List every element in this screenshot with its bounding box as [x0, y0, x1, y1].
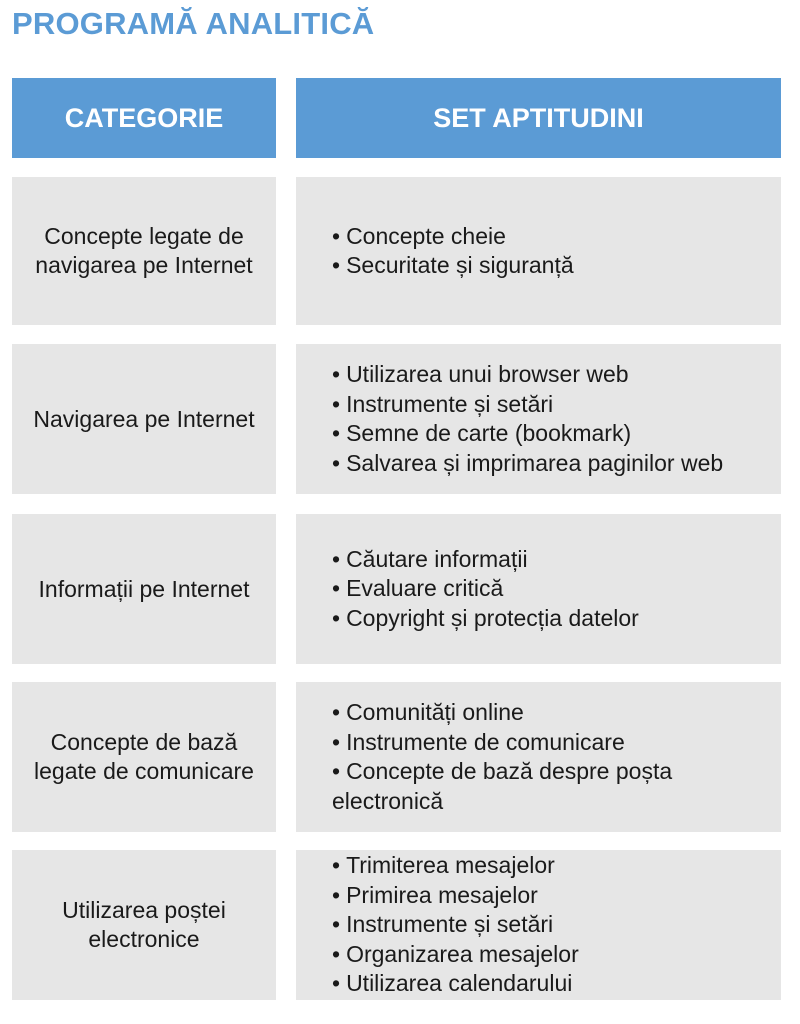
- category-label: Concepte de bază legate de comunicare: [34, 729, 254, 784]
- table-row-category: [12, 177, 276, 325]
- skill-item: • Instrumente și setări: [332, 390, 767, 420]
- table-row-skills: [296, 850, 781, 1000]
- table-row-category: [12, 850, 276, 1000]
- table-row-skills: [296, 682, 781, 832]
- skill-item: • Securitate și siguranță: [332, 251, 767, 281]
- skill-item: • Primirea mesajelor: [332, 881, 767, 911]
- table-row-category: [12, 514, 276, 664]
- skill-item: • Căutare informații: [332, 545, 767, 575]
- skill-item: • Utilizarea unui browser web: [332, 360, 767, 390]
- skills-list: [332, 360, 767, 478]
- page-title: PROGRAMĂ ANALITICĂ: [12, 6, 375, 41]
- skill-item: • Concepte cheie: [332, 222, 767, 252]
- table-row-category: [12, 344, 276, 494]
- skill-item: • Semne de carte (bookmark): [332, 419, 767, 449]
- category-label: Navigarea pe Internet: [33, 405, 255, 432]
- skill-item: • Comunități online: [332, 698, 767, 728]
- skills-list: [332, 851, 767, 999]
- skill-item: • Evaluare critică: [332, 574, 767, 604]
- skills-list: [332, 222, 767, 281]
- table-row-category: [12, 682, 276, 832]
- skill-item: • Salvarea și imprimarea paginilor web: [332, 449, 767, 479]
- table-row-skills: [296, 177, 781, 325]
- skill-item: • Concepte de bază despre poșta electronică: [332, 757, 767, 816]
- category-label: Concepte legate de navigarea pe Internet: [35, 223, 253, 278]
- header-skills: [296, 78, 781, 158]
- table-row-skills: [296, 514, 781, 664]
- skill-item: • Trimiterea mesajelor: [332, 851, 767, 881]
- table-row-skills: [296, 344, 781, 494]
- skill-item: • Instrumente de comunicare: [332, 728, 767, 758]
- skill-item: • Utilizarea calendarului: [332, 969, 767, 999]
- skill-item: • Copyright și protecția datelor: [332, 604, 767, 634]
- skill-item: • Organizarea mesajelor: [332, 940, 767, 970]
- header-skills-label: SET APTITUDINI: [433, 102, 644, 133]
- header-category: [12, 78, 276, 158]
- header-category-label: CATEGORIE: [64, 102, 224, 133]
- category-label: Utilizarea poștei electronice: [62, 897, 226, 952]
- skills-list: [332, 545, 767, 634]
- skills-list: [332, 698, 767, 816]
- category-label: Informații pe Internet: [38, 575, 250, 602]
- skill-item: • Instrumente și setări: [332, 910, 767, 940]
